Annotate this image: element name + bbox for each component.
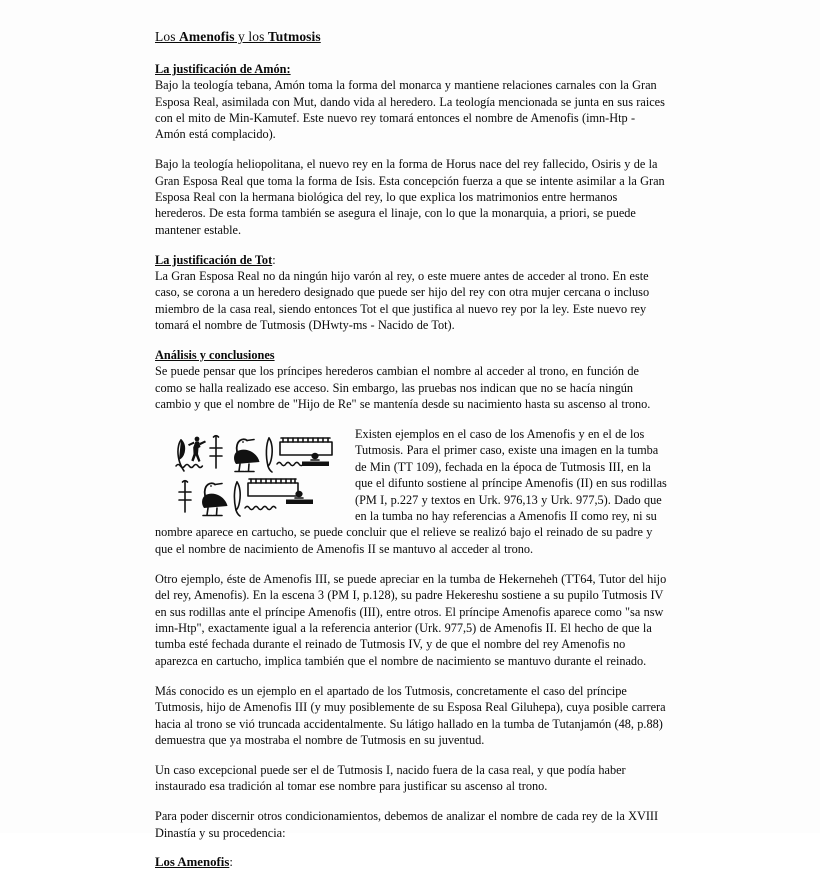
paragraph-analisis-3: Otro ejemplo, éste de Amenofis III, se puede apreciar en la tumba de Hekerneheh (TT64, Tutor del hijo del rey, Amenofis). En la escena 3 (PM I, p.128), su padre Hekereshu sostiene a su pupilo Tutmosis IV en sus rodillas ante el príncipe Amenofis (III), entre otros. El príncipe Amenofis aparece como "sa nsw imn-Htp", exactamente igual a la referencia anterior (Urk. 977,5) de Amenofis II. El hecho de que la tumba esté fechada durante el reinado de Tutmosis IV, y de que el nombre del rey Amenofis no aparezca en cartucho, implica también que el nombre de nacimiento se mantuvo durante el reinado.: [155, 571, 667, 668]
paragraph-amon-2: Bajo la teología heliopolitana, el nuevo rey en la forma de Horus nace del rey fallecido, Osiris y de la Gran Esposa Real que toma la forma de Isis. Esta concepción fuerza a que se intente asimilar a la Gran Esposa Real con la hermana biológica del rey, lo que explica los matrimonios entre hermanos herederos. De esta forma también se asegura el linaje, con lo que la monarquia, a priori, se puede mantener estable.: [155, 157, 665, 237]
paragraph-analisis-1: Se puede pensar que los príncipes herederos cambian el nombre al acceder al trono, en función de como se halla realizado ese acceso. Sin embargo, las pruebas nos indican que no se hacía ningún cambio y que el nombre de "Hijo de Re" se mantenía desde su nacimiento hasta su ascenso al trono.: [155, 364, 651, 412]
heading-amon-line: [155, 61, 667, 77]
paragraph-analisis-2: Existen ejemplos en el caso de los Amenofis y en el de los Tutmosis. Para el primer caso, existe una imagen en la tumba de Min (TT 109), fechada en la época de Tutmosis III, en la que el difunto sostiene al príncipe Amenofis (II) en sus rodillas (PM I, p.227 y textos en Urk. 976,13 y Urk. 977,5). Dado que en la tumba no hay referencias a Amenofis II como rey, ni su nombre aparece en cartucho, se puede concluir que el relieve se realizó bajo el reinado de su padre y que el nombre de nacimiento de Amenofis II se mantuvo al acceder al trono.: [155, 427, 667, 556]
paragraph-amon-1: Bajo la teología tebana, Amón toma la forma del monarca y mantiene relaciones carnales con la Gran Esposa Real, asimilada con Mut, dando vida al heredero. La teología mencionada se junta en sus raices con el mito de Min-Kamutef. Este nuevo rey tomará entonces el nombre de Amenofis (imn-Htp - Amón está complacido).: [155, 78, 665, 142]
heading-analisis-conclusiones: Análisis y conclusiones: [155, 348, 275, 363]
paragraph-analisis-5: Un caso excepcional puede ser el de Tutmosis I, nacido fuera de la casa real, y que podía haber instaurado esa tradición al tomar ese nombre para justificar su ascenso al trono.: [155, 762, 626, 794]
heading-los-amenofis-line: [155, 854, 667, 871]
heading-tot-colon: :: [272, 252, 276, 267]
heading-analisis-line: [155, 347, 667, 363]
heading-tot-line: [155, 252, 667, 268]
heading-justificacion-amon: La justificación de Amón:: [155, 61, 291, 76]
hieroglyph-svg: [173, 430, 349, 522]
hieroglyph-text-wrap: [155, 426, 667, 571]
document-body: [155, 28, 667, 871]
paragraph-tot-1: La Gran Esposa Real no da ningún hijo varón al rey, o este muere antes de acceder al trono. En este caso, se corona a un heredero designado que puede ser hijo del rey con otra mujer cercana o incluso miembro de la casa real, siendo entonces Tot el que justifica al nuevo rey por la ley. Este nuevo rey tomará el nombre de Tutmosis (DHwty-ms - Nacido de Tot).: [155, 268, 650, 333]
title-bold-tutmosis: Tutmosis: [267, 29, 321, 44]
paragraph-analisis-6: Para poder discernir otros condicionamientos, debemos de analizar el nombre de cada rey de la XVIII Dinastía y su procedencia:: [155, 809, 659, 840]
egyptian-hieroglyphs-image: [173, 430, 349, 522]
title-bold-amenofis: Amenofis: [179, 29, 235, 44]
title-prefix: Los: [155, 29, 180, 44]
page-title: [155, 29, 321, 46]
heading-los-amenofis: Los Amenofis: [155, 855, 230, 870]
paragraph-analisis-4: Más conocido es un ejemplo en el apartado de los Tutmosis, concretamente el caso del príncipe Tutmosis, hijo de Amenofis III (y muy posiblemente de su Esposa Real Giluhepa), cuya posible carrera hacia al trono se vió truncada accidentalmente. Su látigo hallado en la tumba de Tutanjamón (48, p.88) demuestra que ya mostraba el nombre de Tutmosis en su juventud.: [155, 683, 666, 747]
heading-justificacion-tot: La justificación de Tot: [155, 252, 273, 267]
document-title-wrapper: [155, 28, 667, 61]
title-middle: y los: [234, 29, 268, 44]
heading-los-amenofis-colon: :: [229, 855, 233, 870]
